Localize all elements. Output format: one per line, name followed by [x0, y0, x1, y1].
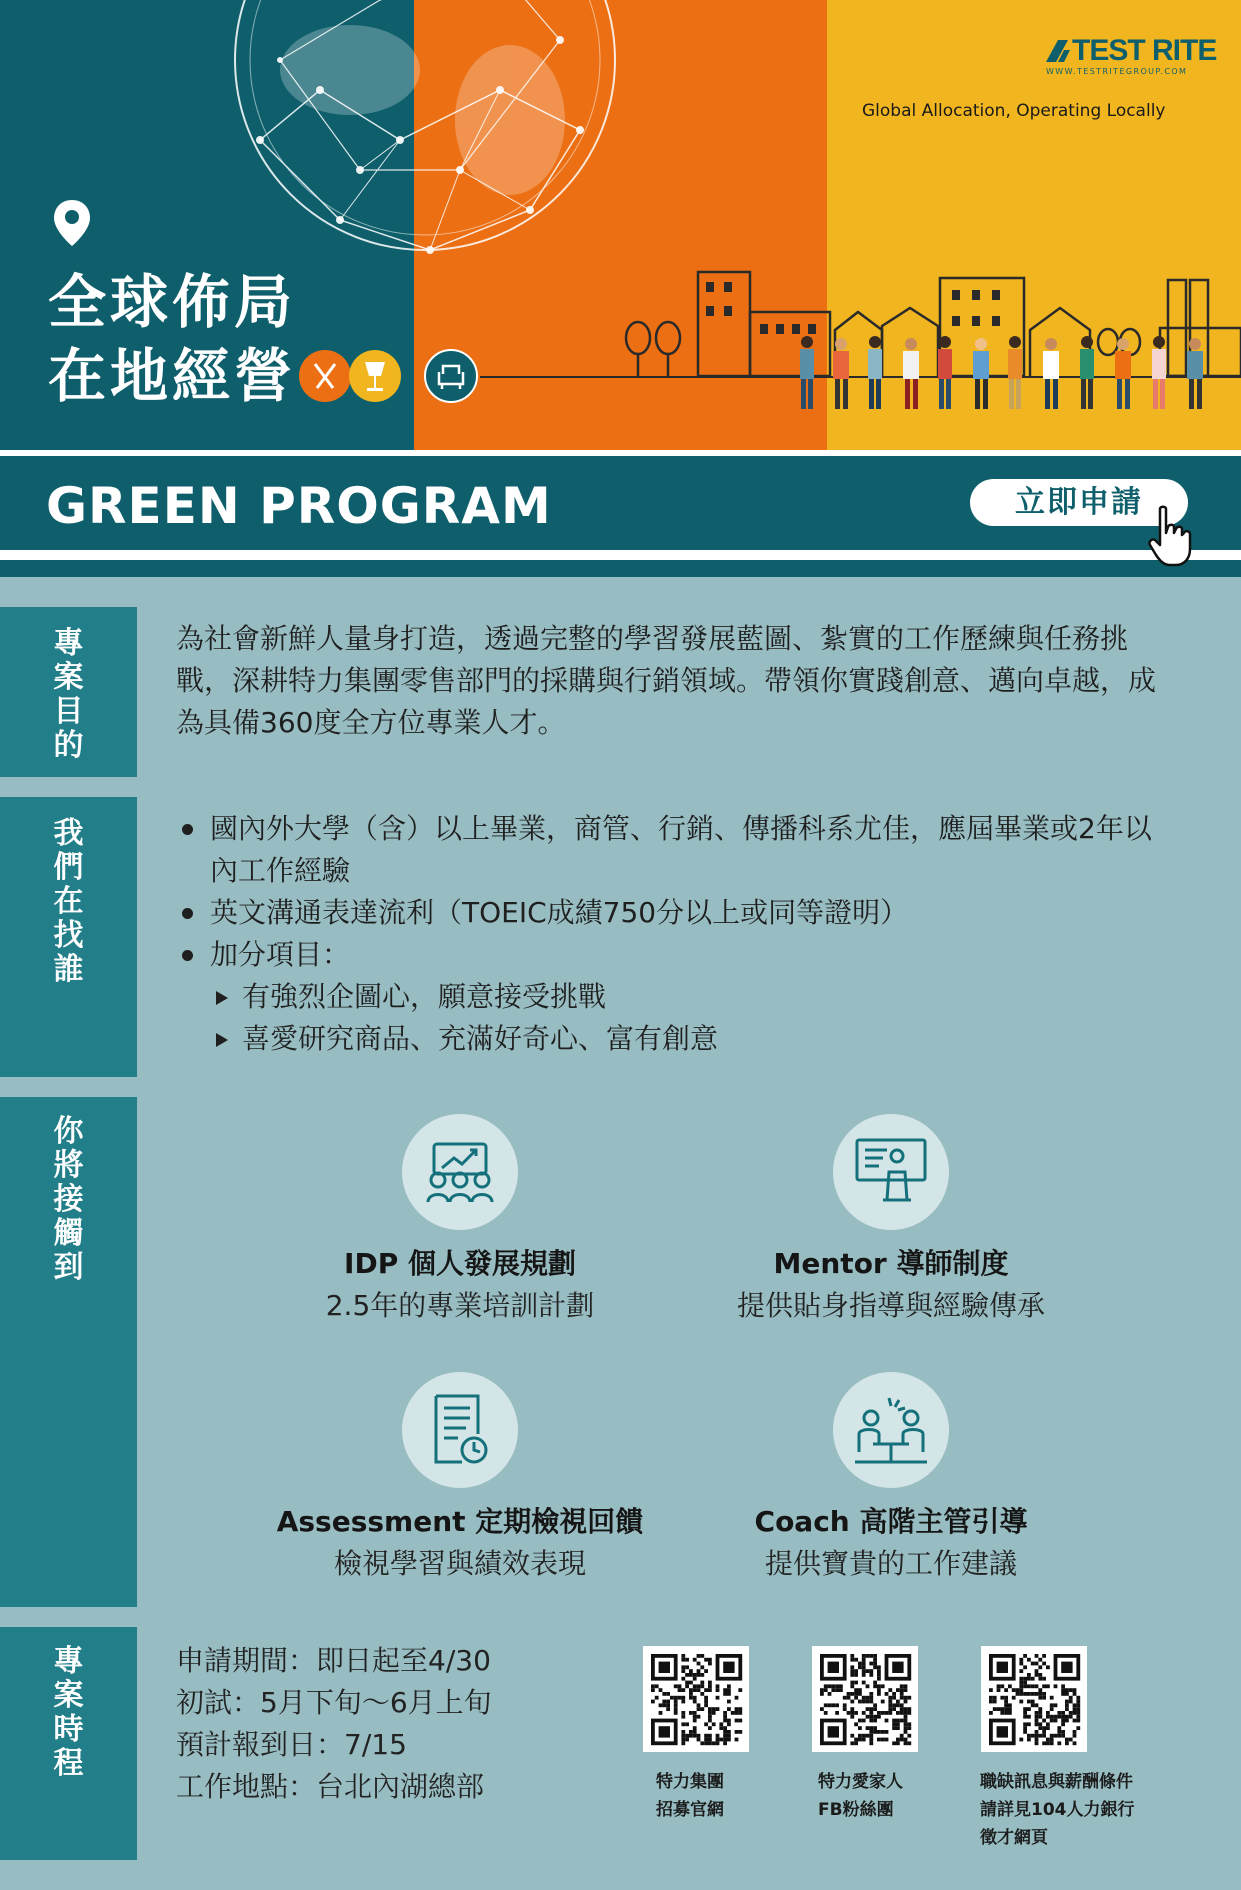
- schedule-first-interview: 初試：5月下旬～6月上旬: [176, 1686, 492, 1719]
- hero-banner: [0, 0, 1241, 450]
- side-label-schedule-text: 專 案 時 程: [53, 1644, 84, 1781]
- divider-bottom: [0, 550, 1241, 560]
- requirement-item: 國內外大學（含）以上畢業，商管、行銷、傳播科系尤佳，應屆畢業或2年以內工作經驗: [176, 808, 1176, 892]
- qr-code-recruitment[interactable]: [643, 1646, 749, 1752]
- side-label-experience: [0, 1097, 137, 1607]
- green-program-underline: [0, 560, 1241, 577]
- testrite-url: WWW.TESTRITEGROUP.COM: [1046, 67, 1188, 76]
- hero-title-line2: 在地經營: [48, 342, 297, 410]
- side-label-schedule: [0, 1627, 137, 1860]
- globe-illustration: [200, 0, 660, 290]
- bonus-item: 喜愛研究商品、充滿好奇心、富有創意: [176, 1018, 1176, 1060]
- meeting-icon: [833, 1372, 949, 1488]
- apply-now-button[interactable]: 立即申請: [970, 479, 1188, 526]
- qr-code-facebook[interactable]: [812, 1646, 918, 1752]
- crowd-illustration: [795, 332, 1241, 416]
- tagline: Global Allocation, Operating Locally: [862, 101, 1166, 121]
- hero-title: [48, 265, 296, 413]
- schedule-location: 工作地點：台北內湖總部: [176, 1770, 485, 1803]
- requirements-list: [176, 808, 1176, 1060]
- qr-code-104[interactable]: [981, 1646, 1087, 1752]
- side-label-seeking-text: 我 們 在 找 誰: [53, 816, 84, 987]
- qr-label-recruitment: 特力集團 招募官網: [656, 1772, 724, 1820]
- feature-coach-title: Coach 高階主管引導: [754, 1505, 1028, 1538]
- hero-title-line1: 全球佈局: [48, 268, 297, 336]
- qr-label-facebook: 特力愛家人 FB粉絲團: [818, 1772, 903, 1820]
- feature-idp-title: IDP 個人發展規劃: [344, 1247, 576, 1280]
- schedule-list: [176, 1640, 492, 1808]
- requirement-item: 加分項目：: [176, 934, 1176, 976]
- feature-mentor-subtitle: 提供貼身指導與經驗傳承: [736, 1289, 1045, 1322]
- feature-assessment-title: Assessment 定期檢視回饋: [276, 1505, 644, 1538]
- purpose-text: 為社會新鮮人量身打造，透過完整的學習發展藍圖、紮實的工作歷練與任務挑戰，深耕特力集團零售部門的採購與行銷領域。帶領你實踐創意、邁向卓越，成為具備360度全方位專業人才。: [176, 622, 1157, 739]
- program-title: GREEN PROGRAM: [46, 477, 552, 535]
- presentation-icon: [833, 1114, 949, 1230]
- feature-idp-subtitle: 2.5年的專業培訓計劃: [325, 1289, 595, 1322]
- feature-assessment-subtitle: 檢視學習與績效表現: [333, 1547, 586, 1580]
- team-growth-icon: [402, 1114, 518, 1230]
- side-label-seeking: [0, 797, 137, 1077]
- side-label-purpose-text: 專 案 目 的: [53, 626, 84, 763]
- document-clock-icon: [402, 1372, 518, 1488]
- side-label-purpose: [0, 607, 137, 777]
- category-icons: [297, 348, 483, 404]
- feature-coach-subtitle: 提供寶貴的工作建議: [764, 1547, 1017, 1580]
- side-label-experience-text: 你 將 接 觸 到: [53, 1114, 84, 1285]
- hand-cursor-icon: [1148, 505, 1194, 569]
- feature-mentor-title: Mentor 導師制度: [773, 1247, 1009, 1280]
- schedule-application-period: 申請期間：即日起至4/30: [176, 1644, 491, 1677]
- bonus-item: 有強烈企圖心，願意接受挑戰: [176, 976, 1176, 1018]
- testrite-logo: TEST RITE: [1072, 34, 1217, 67]
- testrite-logo-mark-icon: [1044, 38, 1070, 64]
- requirement-item: 英文溝通表達流利（TOEIC成績750分以上或同等證明）: [176, 892, 1176, 934]
- qr-label-104: 職缺訊息與薪酬條件 請詳見104人力銀行 徵才網頁: [980, 1772, 1135, 1848]
- location-pin-icon: [52, 198, 92, 248]
- schedule-start-date: 預計報到日：7/15: [176, 1728, 407, 1761]
